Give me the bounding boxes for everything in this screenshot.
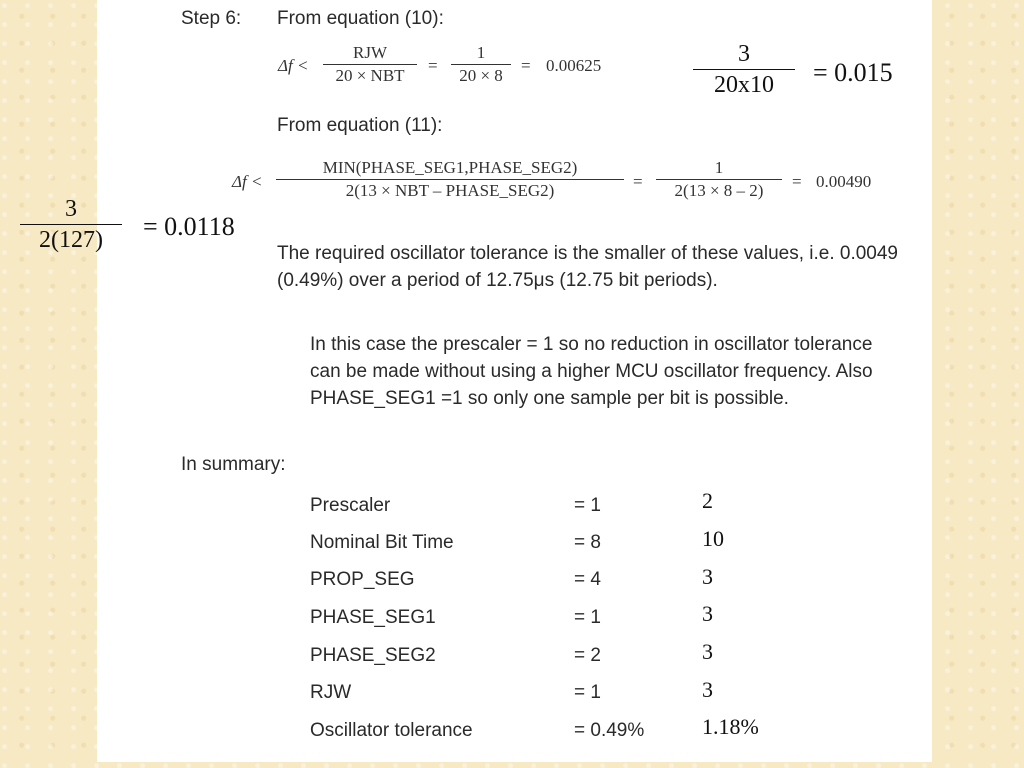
summary-row-value: = 1 bbox=[574, 682, 601, 703]
summary-row-label: PHASE_SEG1 bbox=[310, 607, 436, 628]
summary-row-label: PROP_SEG bbox=[310, 569, 415, 590]
summary-row-value: = 2 bbox=[574, 645, 601, 666]
eq10-result: 0.00625 bbox=[546, 56, 602, 75]
eq11-fraction-2 bbox=[656, 158, 782, 201]
annotation-top-fraction bbox=[693, 40, 795, 99]
summary-row-value: = 1 bbox=[574, 607, 601, 628]
eq11-equals-2: = bbox=[792, 172, 802, 191]
summary-row-value: = 0.49% bbox=[574, 720, 645, 741]
summary-row-note: 2 bbox=[702, 488, 713, 513]
eq11-denominator-2: 2(13 × 8 – 2) bbox=[674, 181, 764, 200]
prescaler-paragraph: In this case the prescaler = 1 so no reduction in oscillator tolerance can be made without using a higher MCU oscillator frequency. Also PHASE_SEG1 =1 so only one sample per bit is possible. bbox=[310, 334, 873, 409]
eq11-lhs: Δf < bbox=[232, 172, 263, 191]
summary-row-note: 3 bbox=[702, 601, 713, 626]
summary-row-label: Prescaler bbox=[310, 495, 391, 516]
annotation-left-fraction bbox=[20, 195, 122, 254]
annotation-left-numerator: 3 bbox=[65, 196, 77, 222]
summary-row-note: 3 bbox=[702, 677, 713, 702]
eq10-lhs: Δf < bbox=[278, 56, 309, 75]
tolerance-paragraph: The required oscillator tolerance is the smaller of these values, i.e. 0.0049 (0.49%) over a period of 12.75μs (12.75 bit periods). bbox=[277, 243, 898, 291]
eq10-numerator-2: 1 bbox=[476, 43, 486, 62]
step-label: Step 6: bbox=[181, 8, 242, 29]
summary-row-note: 1.18% bbox=[702, 714, 759, 739]
annotation-left-denominator: 2(127) bbox=[39, 227, 103, 253]
summary-row-label: RJW bbox=[310, 682, 352, 703]
summary-row-value: = 1 bbox=[574, 495, 601, 516]
eq10-equals-2: = bbox=[521, 56, 531, 75]
summary-row-label: Oscillator tolerance bbox=[310, 720, 473, 741]
eq10-fraction-2 bbox=[451, 43, 511, 86]
eq11-numerator-1: MIN(PHASE_SEG1,PHASE_SEG2) bbox=[322, 158, 578, 177]
eq11-result: 0.00490 bbox=[816, 172, 872, 191]
summary-heading: In summary: bbox=[181, 454, 286, 475]
summary-row-value: = 4 bbox=[574, 569, 601, 590]
eq10-denominator-2: 20 × 8 bbox=[459, 66, 503, 85]
eq11-denominator-1: 2(13 × NBT – PHASE_SEG2) bbox=[345, 181, 555, 200]
eq10-equals-1: = bbox=[428, 56, 438, 75]
eq11-numerator-2: 1 bbox=[714, 158, 724, 177]
summary-row-label: Nominal Bit Time bbox=[310, 532, 454, 553]
eq10-numerator-1: RJW bbox=[353, 43, 387, 62]
from-equation-11-heading: From equation (11): bbox=[277, 115, 443, 136]
annotation-top-denominator: 20x10 bbox=[714, 72, 774, 98]
summary-row-value: = 8 bbox=[574, 532, 601, 553]
eq10-denominator-1: 20 × NBT bbox=[335, 66, 405, 85]
annotation-top-numerator: 3 bbox=[738, 41, 750, 67]
summary-row-note: 10 bbox=[702, 526, 724, 551]
summary-row-note: 3 bbox=[702, 564, 713, 589]
summary-row-label: PHASE_SEG2 bbox=[310, 645, 436, 666]
eq10-fraction-1 bbox=[323, 43, 417, 86]
annotation-top-result: = 0.015 bbox=[813, 58, 893, 87]
eq11-fraction-1 bbox=[276, 158, 624, 201]
from-equation-10-heading: From equation (10): bbox=[277, 8, 444, 29]
summary-row-note: 3 bbox=[702, 639, 713, 664]
annotation-left-result: = 0.0118 bbox=[143, 212, 235, 241]
eq11-equals-1: = bbox=[633, 172, 643, 191]
